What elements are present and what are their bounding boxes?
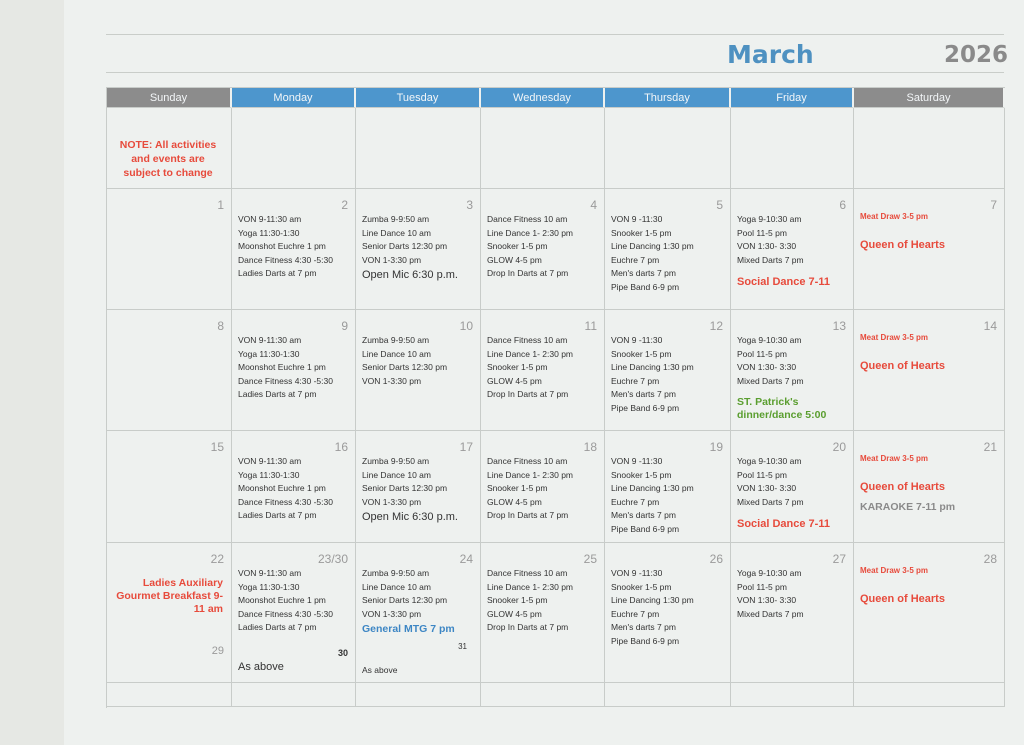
event: Line Dance 1- 2:30 pm — [487, 469, 573, 480]
event: VON 1-3:30 pm — [362, 375, 422, 386]
event-queen-of-hearts: Queen of Hearts — [860, 481, 945, 493]
day-number: 7 — [990, 198, 997, 212]
event: Pipe Band 6-9 pm — [611, 402, 680, 413]
event-list — [737, 567, 804, 621]
event-list — [611, 334, 694, 416]
day-cell — [605, 189, 731, 310]
event: Snooker 1-5 pm — [487, 362, 548, 373]
event: Dance Fitness 4:30 -5:30 — [238, 496, 333, 507]
event: Men's darts 7 pm — [611, 389, 676, 400]
day-cell — [731, 543, 854, 683]
event: Line Dance 10 am — [362, 348, 431, 359]
event: Euchre 7 pm — [611, 375, 660, 386]
day-cell-empty — [731, 683, 854, 707]
event-list — [238, 334, 333, 402]
event: Snooker 1-5 pm — [611, 469, 672, 480]
event: GLOW 4-5 pm — [487, 608, 542, 619]
event-list — [362, 567, 455, 637]
event: Line Dancing 1:30 pm — [611, 483, 694, 494]
event-open-mic: Open Mic 6:30 p.m. — [362, 511, 458, 524]
day-cell — [605, 431, 731, 543]
day-cell-empty — [107, 683, 232, 707]
day-cell — [481, 431, 605, 543]
day-cell — [731, 189, 854, 310]
event: Drop In Darts at 7 pm — [487, 268, 569, 279]
event: Snooker 1-5 pm — [611, 348, 672, 359]
event: VON 9-11:30 am — [238, 456, 302, 466]
day-number: 30 — [337, 648, 348, 658]
event-list — [611, 567, 694, 649]
day-number: 29 — [211, 645, 224, 657]
header-friday: Friday — [731, 88, 854, 108]
day-cell-empty — [232, 108, 356, 189]
event-list — [238, 455, 333, 523]
day-number: 31 — [458, 642, 467, 651]
event-list — [238, 567, 333, 635]
event: Moonshot Euchre 1 pm — [238, 483, 326, 494]
day-cell — [731, 431, 854, 543]
event: Snooker 1-5 pm — [487, 595, 548, 606]
event-karaoke: KARAOKE 7-11 pm — [860, 501, 956, 513]
event: Dance Fitness 10 am — [487, 335, 568, 345]
day-number: 2 — [341, 198, 348, 212]
event: Dance Fitness 4:30 -5:30 — [238, 254, 333, 265]
event: Drop In Darts at 7 pm — [487, 510, 569, 521]
event-list — [737, 334, 841, 422]
event-list — [860, 333, 945, 372]
event: Line Dancing 1:30 pm — [611, 362, 694, 373]
event-meat-draw: Meat Draw 3-5 pm — [860, 333, 929, 342]
event: Mixed Darts 7 pm — [737, 608, 804, 619]
day-cell — [232, 431, 356, 543]
event-list — [737, 455, 830, 533]
event: Yoga 11:30-1:30 — [238, 348, 300, 359]
header-thursday: Thursday — [605, 88, 731, 108]
event-list — [362, 455, 458, 526]
day-cell — [356, 543, 481, 683]
event-list — [860, 454, 955, 513]
event-list — [362, 213, 458, 284]
event: Line Dance 1- 2:30 pm — [487, 581, 573, 592]
event-social-dance: Social Dance 7-11 — [737, 276, 830, 289]
event-general-mtg: General MTG 7 pm — [362, 623, 455, 636]
day-number: 12 — [709, 319, 723, 333]
event: VON 9 -11:30 — [611, 456, 663, 466]
event: Ladies Darts at 7 pm — [238, 389, 317, 400]
day-cell-empty — [605, 683, 731, 707]
event: Moonshot Euchre 1 pm — [238, 362, 326, 373]
event-list — [737, 213, 830, 291]
event: Yoga 11:30-1:30 — [238, 227, 300, 238]
event-social-dance: Social Dance 7-11 — [737, 518, 830, 531]
header-wednesday: Wednesday — [481, 88, 605, 108]
event-as-above: As above — [362, 665, 398, 675]
note-text: NOTE: All activities and events are subject to change — [119, 139, 217, 179]
event: VON 1:30- 3:30 — [737, 241, 797, 252]
event-queen-of-hearts: Queen of Hearts — [860, 593, 945, 605]
day-number: 28 — [983, 552, 997, 566]
day-cell-empty — [605, 108, 731, 189]
event: Dance Fitness 10 am — [487, 456, 568, 466]
day-cell-empty — [481, 683, 605, 707]
event: Line Dance 1- 2:30 pm — [487, 348, 573, 359]
header-monday: Monday — [232, 88, 356, 108]
event: VON 1:30- 3:30 — [737, 595, 797, 606]
event: Zumba 9-9:50 am — [362, 214, 430, 224]
day-cell — [854, 431, 1005, 543]
header-saturday: Saturday — [854, 88, 1005, 108]
event: Line Dancing 1:30 pm — [611, 241, 694, 252]
event-meat-draw: Meat Draw 3-5 pm — [860, 212, 929, 221]
day-number: 17 — [459, 440, 473, 454]
day-number: 6 — [839, 198, 846, 212]
event: VON 1-3:30 pm — [362, 496, 422, 507]
day-cell-empty — [731, 108, 854, 189]
day-cell — [605, 543, 731, 683]
event: Senior Darts 12:30 pm — [362, 241, 448, 252]
event-list — [362, 334, 447, 388]
event: Men's darts 7 pm — [611, 622, 676, 633]
event-open-mic: Open Mic 6:30 p.m. — [362, 269, 458, 282]
divider — [106, 34, 1004, 35]
event: Mixed Darts 7 pm — [737, 496, 804, 507]
event-meat-draw: Meat Draw 3-5 pm — [860, 566, 929, 575]
event: Yoga 9-10:30 am — [737, 335, 802, 345]
day-cell — [107, 189, 232, 310]
day-number: 4 — [590, 198, 597, 212]
day-cell-empty — [356, 683, 481, 707]
event-ladies-auxiliary: Ladies Auxiliary Gourmet Breakfast 9-11 am — [116, 577, 223, 615]
event: Snooker 1-5 pm — [611, 581, 672, 592]
event: GLOW 4-5 pm — [487, 375, 542, 386]
event: Pipe Band 6-9 pm — [611, 281, 680, 292]
event-list — [238, 213, 333, 281]
event: VON 1-3:30 pm — [362, 254, 422, 265]
event: Mixed Darts 7 pm — [737, 254, 804, 265]
day-cell — [356, 310, 481, 431]
event: Zumba 9-9:50 am — [362, 456, 430, 466]
day-cell-empty — [232, 683, 356, 707]
event: Yoga 9-10:30 am — [737, 214, 802, 224]
day-number: 11 — [584, 319, 597, 333]
day-number: 13 — [832, 319, 846, 333]
day-number: 25 — [583, 552, 597, 566]
event-list — [487, 213, 573, 281]
event: VON 1:30- 3:30 — [737, 362, 797, 373]
day-cell — [232, 543, 356, 683]
event: VON 9 -11:30 — [611, 568, 663, 578]
month-title: March — [727, 40, 814, 69]
event: Drop In Darts at 7 pm — [487, 622, 569, 633]
event: Line Dance 10 am — [362, 581, 431, 592]
event: Dance Fitness 4:30 -5:30 — [238, 608, 333, 619]
day-cell-empty — [356, 108, 481, 189]
divider — [106, 72, 1004, 73]
event: Drop In Darts at 7 pm — [487, 389, 569, 400]
event: Zumba 9-9:50 am — [362, 568, 430, 578]
event: Senior Darts 12:30 pm — [362, 483, 448, 494]
day-cell — [731, 310, 854, 431]
day-cell — [481, 189, 605, 310]
day-cell — [232, 189, 356, 310]
event: Moonshot Euchre 1 pm — [238, 595, 326, 606]
day-number: 3 — [466, 198, 473, 212]
event: Euchre 7 pm — [611, 496, 660, 507]
event-queen-of-hearts: Queen of Hearts — [860, 360, 945, 372]
day-number: 19 — [709, 440, 723, 454]
event: Euchre 7 pm — [611, 608, 660, 619]
event: VON 9 -11:30 — [611, 335, 663, 345]
event: Ladies Darts at 7 pm — [238, 622, 317, 633]
day-number: 14 — [983, 319, 997, 333]
day-cell-empty — [481, 108, 605, 189]
event: Yoga 11:30-1:30 — [238, 581, 300, 592]
event-st-patricks: ST. Patrick's dinner/dance 5:00 — [737, 396, 827, 422]
day-number: 16 — [334, 440, 348, 454]
day-number: 27 — [832, 552, 846, 566]
day-cell — [481, 310, 605, 431]
event: Dance Fitness 4:30 -5:30 — [238, 375, 333, 386]
event: VON 9-11:30 am — [238, 335, 302, 345]
day-cell — [605, 310, 731, 431]
day-cell-empty — [107, 108, 232, 189]
event: Pool 11-5 pm — [737, 348, 787, 359]
event: VON 9 -11:30 — [611, 214, 663, 224]
event: Yoga 9-10:30 am — [737, 568, 802, 578]
event: Yoga 9-10:30 am — [737, 456, 802, 466]
event-as-above: As above — [238, 661, 284, 673]
day-number: 10 — [459, 319, 473, 333]
day-number: 22 — [210, 552, 224, 566]
event: Men's darts 7 pm — [611, 510, 676, 521]
event: Pool 11-5 pm — [737, 227, 787, 238]
day-cell — [107, 543, 232, 683]
event: VON 9-11:30 am — [238, 568, 302, 578]
event: Snooker 1-5 pm — [487, 241, 548, 252]
event-list — [860, 566, 945, 605]
event-list — [487, 455, 573, 523]
event: Dance Fitness 10 am — [487, 214, 568, 224]
day-number: 9 — [341, 319, 348, 333]
day-cell — [107, 431, 232, 543]
day-cell — [232, 310, 356, 431]
event: Line Dance 10 am — [362, 469, 431, 480]
event: Pool 11-5 pm — [737, 581, 787, 592]
event: VON 1-3:30 pm — [362, 608, 422, 619]
event: Mixed Darts 7 pm — [737, 375, 804, 386]
event: Yoga 11:30-1:30 — [238, 469, 300, 480]
day-number: 5 — [716, 198, 723, 212]
day-number: 18 — [583, 440, 597, 454]
day-cell — [107, 310, 232, 431]
event-list — [487, 567, 573, 635]
event: Line Dance 1- 2:30 pm — [487, 227, 573, 238]
event: Pipe Band 6-9 pm — [611, 635, 680, 646]
day-cell-empty — [854, 108, 1005, 189]
day-number: 23/30 — [317, 552, 348, 566]
day-cell — [356, 431, 481, 543]
day-cell — [481, 543, 605, 683]
event: VON 1:30- 3:30 — [737, 483, 797, 494]
event: Line Dance 10 am — [362, 227, 431, 238]
event: GLOW 4-5 pm — [487, 254, 542, 265]
day-number: 24 — [459, 552, 473, 566]
calendar-grid — [106, 87, 1005, 708]
event-list — [487, 334, 573, 402]
event: Snooker 1-5 pm — [487, 483, 548, 494]
event-list — [611, 213, 694, 295]
event: Pool 11-5 pm — [737, 469, 787, 480]
day-cell — [854, 189, 1005, 310]
day-number: 1 — [217, 198, 224, 212]
header-tuesday: Tuesday — [356, 88, 481, 108]
event: VON 9-11:30 am — [238, 214, 302, 224]
event: Line Dancing 1:30 pm — [611, 595, 694, 606]
day-number: 20 — [832, 440, 846, 454]
event: Senior Darts 12:30 pm — [362, 595, 448, 606]
event: Dance Fitness 10 am — [487, 568, 568, 578]
event: Euchre 7 pm — [611, 254, 660, 265]
header-sunday: Sunday — [107, 88, 232, 108]
day-cell-empty — [854, 683, 1005, 707]
day-number: 26 — [709, 552, 723, 566]
event: GLOW 4-5 pm — [487, 496, 542, 507]
event-list — [860, 212, 945, 251]
event: Ladies Darts at 7 pm — [238, 268, 317, 279]
event: Pipe Band 6-9 pm — [611, 523, 680, 534]
event: Moonshot Euchre 1 pm — [238, 241, 326, 252]
event: Men's darts 7 pm — [611, 268, 676, 279]
day-cell — [854, 543, 1005, 683]
event: Zumba 9-9:50 am — [362, 335, 430, 345]
day-number: 21 — [983, 440, 997, 454]
day-cell — [356, 189, 481, 310]
event: Ladies Darts at 7 pm — [238, 510, 317, 521]
event: Snooker 1-5 pm — [611, 227, 672, 238]
day-number: 8 — [217, 319, 224, 333]
event-meat-draw: Meat Draw 3-5 pm — [860, 454, 929, 463]
year-title: 2026 — [944, 42, 1009, 68]
day-number: 15 — [210, 440, 224, 454]
event-list — [611, 455, 694, 537]
event-queen-of-hearts: Queen of Hearts — [860, 239, 945, 251]
event: Senior Darts 12:30 pm — [362, 362, 448, 373]
day-cell — [854, 310, 1005, 431]
